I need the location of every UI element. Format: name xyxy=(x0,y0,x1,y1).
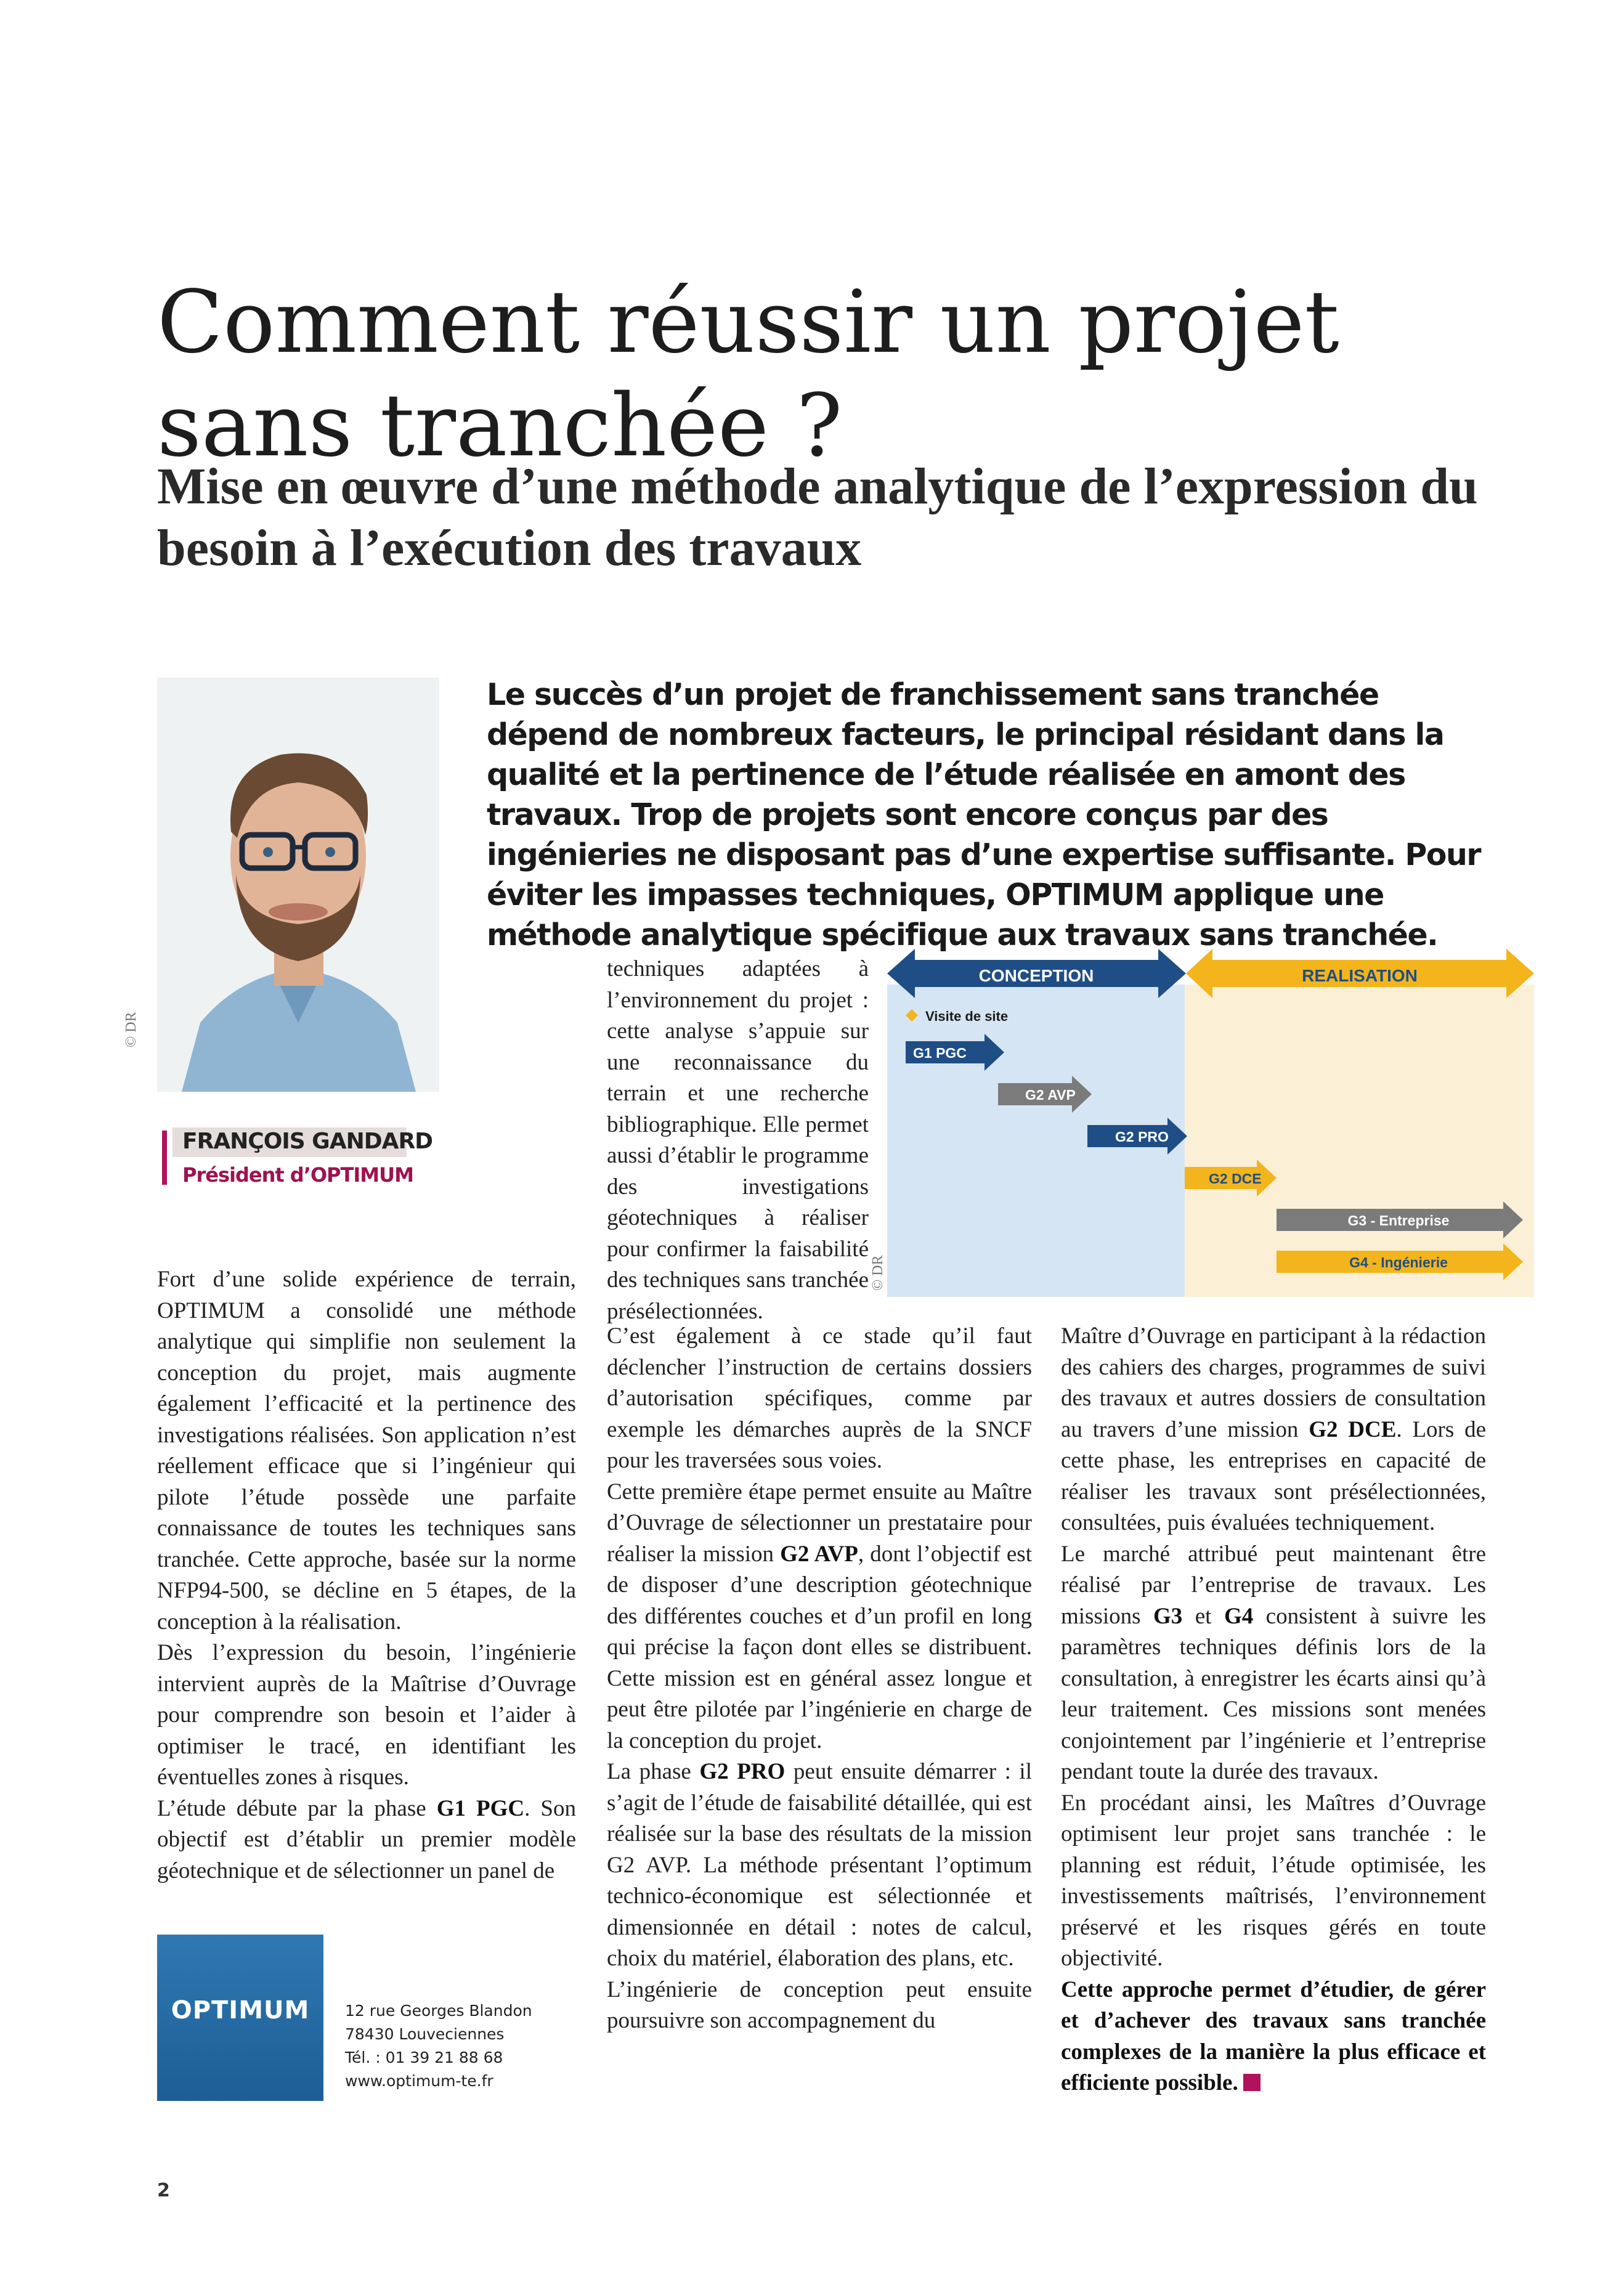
company-address xyxy=(345,1999,532,2093)
process-diagram xyxy=(887,949,1534,1297)
g1-label: G1 PGC xyxy=(913,1045,967,1061)
paragraph: Le marché attribué peut maintenant être réalisé par l’entreprise de travaux. Les missions G3 et G4 consistent à suivre les paramètres techniques définis lors de la consultation, à enregistrer les écarts ainsi qu’à leur traitement. Ces missions sont menées conjointement par l’ingénierie et l’entreprise pendant toute la durée des travaux. xyxy=(1061,1541,1487,1784)
conclusion: Cette approche permet d’étudier, de gérer et d’achever des travaux sans tranchée complexes de la manière la plus efficace et efficiente possible. xyxy=(1061,1976,1486,2095)
paragraph: L’étude débute par la phase G1 PGC. Son objectif est d’établir un premier modèle géotechnique et de sélectionner un panel de xyxy=(157,1795,576,1883)
paragraph: Cette première étape permet ensuite au Maître d’Ouvrage de sélectionner un prestataire pour réaliser la mission G2 AVP, dont l’objectif est de disposer d’une description géotechnique des différentes couches et d’un profil en long qui précise la façon dont elles se distribuent. Cette mission est en général assez longue et peut être pilotée par l’ingénierie en charge de la conception du projet. xyxy=(607,1479,1032,1753)
paragraph: La phase G2 PRO peut ensuite démarrer : il s’agit de l’étude de faisabilité détaillée, qui est réalisée sur la base des résultats de la mission G2 AVP. La méthode présentant l’optimum technico-économique est sélectionnée et dimensionnée en détail : notes de calcul, choix du matériel, élaboration des plans, etc. xyxy=(607,1759,1032,1971)
chart-credit: © DR xyxy=(870,1255,886,1291)
paragraph: techniques adaptées à l’environnement du projet : cette analyse s’appuie sur une reconnaissance du terrain et une recherche bibliographique. Elle permet aussi d’établir le programme des investigations géotechniques à réaliser pour confirmer la faisabilité des techniques sans tranchée présélectionnées. xyxy=(607,956,869,1324)
column-3 xyxy=(1061,1321,1486,2099)
paragraph: En procédant ainsi, les Maîtres d’Ouvrage optimisent leur projet sans tranchée : le planning est réduit, l’étude optimisée, les investissements maîtrisés, l’environnement préservé et les risques gérés en toute objectivité. xyxy=(1061,1790,1486,1971)
paragraph: Dès l’expression du besoin, l’ingénierie intervient auprès de la Maîtrise d’Ouvrage pour comprendre son besoin et l’aider à optimiser le tracé, en identifiant les éventuelles zones à risques. xyxy=(157,1640,576,1790)
end-mark-icon xyxy=(1243,2074,1261,2091)
g2pro-label: G2 PRO xyxy=(1115,1129,1169,1145)
page-number: 2 xyxy=(157,2180,170,2201)
visite-label: Visite de site xyxy=(925,1009,1009,1024)
logo-text: OPTIMUM xyxy=(171,1996,310,2025)
paragraph: C’est également à ce stade qu’il faut déclencher l’instruction de certains dossiers d’autorisation spécifiques, comme par exemple les démarches auprès de la SNCF pour les traversées sous voies. xyxy=(607,1323,1032,1473)
photo-credit: © DR xyxy=(123,1012,139,1047)
author-accent-bar xyxy=(162,1131,167,1185)
author-portrait xyxy=(157,678,439,1092)
author-role: Président d’OPTIMUM xyxy=(182,1163,413,1187)
g3-label: G3 - Entreprise xyxy=(1347,1213,1450,1229)
g2avp-label: G2 AVP xyxy=(1025,1087,1076,1103)
address-phone: Tél. : 01 39 21 88 68 xyxy=(345,2049,503,2066)
column-1 xyxy=(157,1264,576,1887)
column-2 xyxy=(607,1321,1032,2037)
address-line: 78430 Louveciennes xyxy=(345,2025,505,2043)
g2dce-label: G2 DCE xyxy=(1209,1171,1262,1187)
article-subtitle: Mise en œuvre d’une méthode analytique de l’expression du besoin à l’exécution des travaux xyxy=(157,458,1478,577)
address-website[interactable]: www.optimum-te.fr xyxy=(345,2072,493,2090)
column-2-top xyxy=(607,954,869,1327)
g4-label: G4 - Ingénierie xyxy=(1349,1254,1448,1270)
lead-paragraph: Le succès d’un projet de franchissement sans tranchée dépend de nombreux facteurs, le principal résidant dans la qualité et la pertinence de l’étude réalisée en amont des travaux. Trop de projets sont encore conçus par des ingénieries ne disposant pas d’une expertise suffisante. Pour éviter les impasses techniques, OPTIMUM applique une méthode analytique spécifique aux travaux sans tranchée. xyxy=(487,677,1481,953)
address-line: 12 rue Georges Blandon xyxy=(345,2002,532,2020)
article-title: Comment réussir un projet sans tranchée ? xyxy=(157,272,1339,476)
realisation-label: REALISATION xyxy=(1302,966,1418,985)
paragraph: Maître d’Ouvrage en participant à la rédaction des cahiers des charges, programmes de suivi des travaux et autres dossiers de consultation au travers d’une mission G2 DCE. Lors de cette phase, les entreprises en capacité de réaliser les travaux sont présélectionnées, consultées, puis évaluées techniquement. xyxy=(1061,1323,1486,1535)
author-name: FRANÇOIS GANDARD xyxy=(182,1129,433,1154)
realisation-zone xyxy=(1185,985,1534,1297)
conception-label: CONCEPTION xyxy=(978,966,1094,985)
paragraph: Fort d’une solide expérience de terrain, OPTIMUM a consolidé une méthode analytique qui simplifie non seulement la conception du projet, mais augmente également l’efficacité et la pertinence des investigations réalisées. Son application n’est réellement efficace que si l’ingénieur qui pilote l’étude possède une parfaite connaissance de toutes les techniques sans tranchée. Cette approche, basée sur la norme NFP94-500, se décline en 5 étapes, de la conception à la réalisation. xyxy=(157,1267,576,1635)
paragraph: L’ingénierie de conception peut ensuite poursuivre son accompagnement du xyxy=(607,1976,1032,2033)
